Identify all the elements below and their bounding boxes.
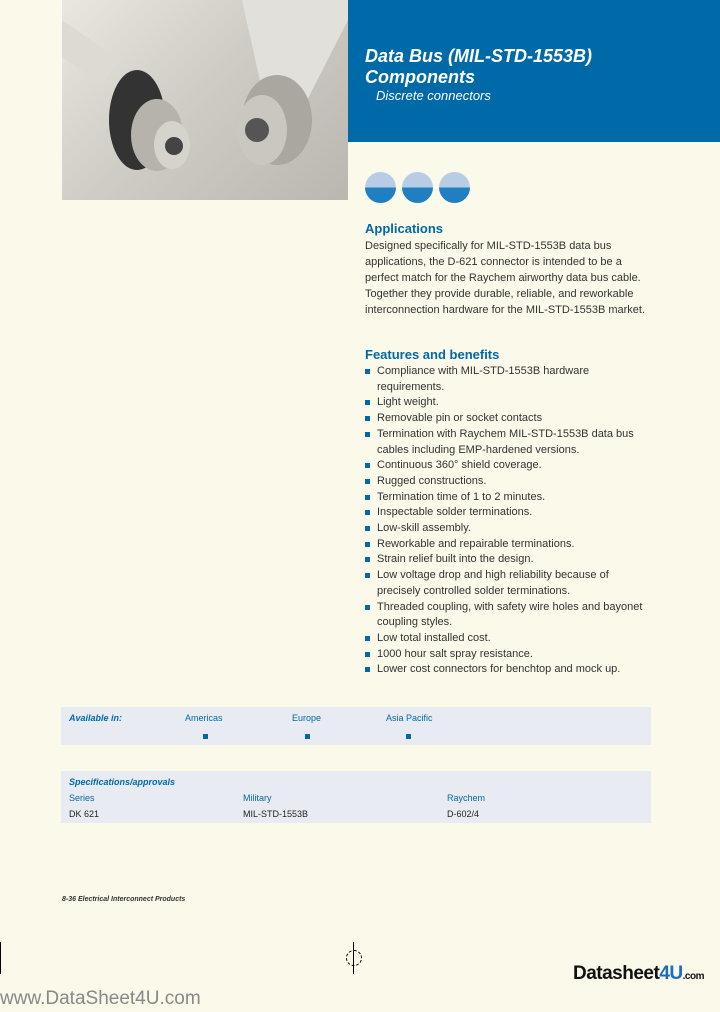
list-item: Inspectable solder terminations.	[365, 505, 655, 521]
watermark-link[interactable]: www.DataSheet4U.com	[0, 988, 201, 1009]
spec-header-raychem: Raychem	[447, 793, 486, 803]
region-europe: Europe	[292, 713, 322, 723]
title-line-1: Data Bus (MIL-STD-1553B)	[365, 46, 593, 66]
list-item: 1000 hour salt spray resistance.	[365, 647, 655, 663]
spec-value-raychem: D-602/4	[447, 809, 480, 819]
spec-value-military: MIL-STD-1553B	[243, 809, 309, 819]
region-asia-pacific: Asia Pacific	[386, 713, 433, 723]
ship-icon	[402, 172, 433, 203]
list-item: Lower cost connectors for benchtop and mock up.	[365, 662, 655, 678]
list-item: Termination time of 1 to 2 minutes.	[365, 490, 655, 506]
connector-illustration	[62, 0, 348, 200]
submarine-icon	[439, 172, 470, 203]
list-item: Low-skill assembly.	[365, 521, 655, 537]
features-list	[365, 364, 655, 678]
available-marker	[203, 734, 208, 739]
list-item: Continuous 360° shield coverage.	[365, 458, 655, 474]
spec-header-series: Series	[69, 793, 95, 803]
list-item: Reworkable and repairable terminations.	[365, 537, 655, 553]
crop-mark	[0, 942, 1, 974]
title-banner	[348, 0, 720, 142]
features-heading: Features and benefits	[365, 347, 500, 362]
applications-text: Designed specifically for MIL-STD-1553B data bus applications, the D-621 connector is intended to be a perfect match for the Raychem airworthy data bus cable. Together they provide durable, reliable, and reworkable interconnection hardware for the MIL-STD-1553B market.	[365, 240, 646, 316]
applications-heading: Applications	[365, 221, 444, 236]
title-line-2: Components	[365, 67, 475, 87]
list-item: Rugged constructions.	[365, 474, 655, 490]
spec-value-series: DK 621	[69, 809, 100, 819]
page-subtitle: Discrete connectors	[376, 88, 491, 103]
specifications-label: Specifications/approvals	[69, 777, 176, 787]
application-icons	[365, 172, 470, 203]
list-item: Threaded coupling, with safety wire holes and bayonet coupling styles.	[365, 600, 655, 631]
list-item: Strain relief built into the design.	[365, 552, 655, 568]
page-title	[365, 46, 592, 88]
list-item: Compliance with MIL-STD-1553B hardware requirements.	[365, 364, 655, 395]
list-item: Light weight.	[365, 395, 655, 411]
available-marker	[406, 734, 411, 739]
page-footer: 8-36 Electrical Interconnect Products	[62, 896, 186, 903]
list-item: Termination with Raychem MIL-STD-1553B data bus cables including EMP-hardened versions.	[365, 427, 655, 458]
availability-label: Available in:	[69, 713, 123, 723]
list-item: Low voltage drop and high reliability because of precisely controlled solder terminations.	[365, 568, 655, 599]
connector-photo	[62, 0, 348, 200]
datasheet4u-logo: Datasheet4U.com	[573, 963, 704, 984]
registration-circle	[346, 950, 362, 966]
region-americas: Americas	[185, 713, 223, 723]
aircraft-icon	[365, 172, 396, 203]
availability-panel	[61, 707, 651, 745]
spec-header-military: Military	[243, 793, 272, 803]
list-item: Low total installed cost.	[365, 631, 655, 647]
specifications-panel	[61, 771, 651, 823]
available-marker	[305, 734, 310, 739]
list-item: Removable pin or socket contacts	[365, 411, 655, 427]
